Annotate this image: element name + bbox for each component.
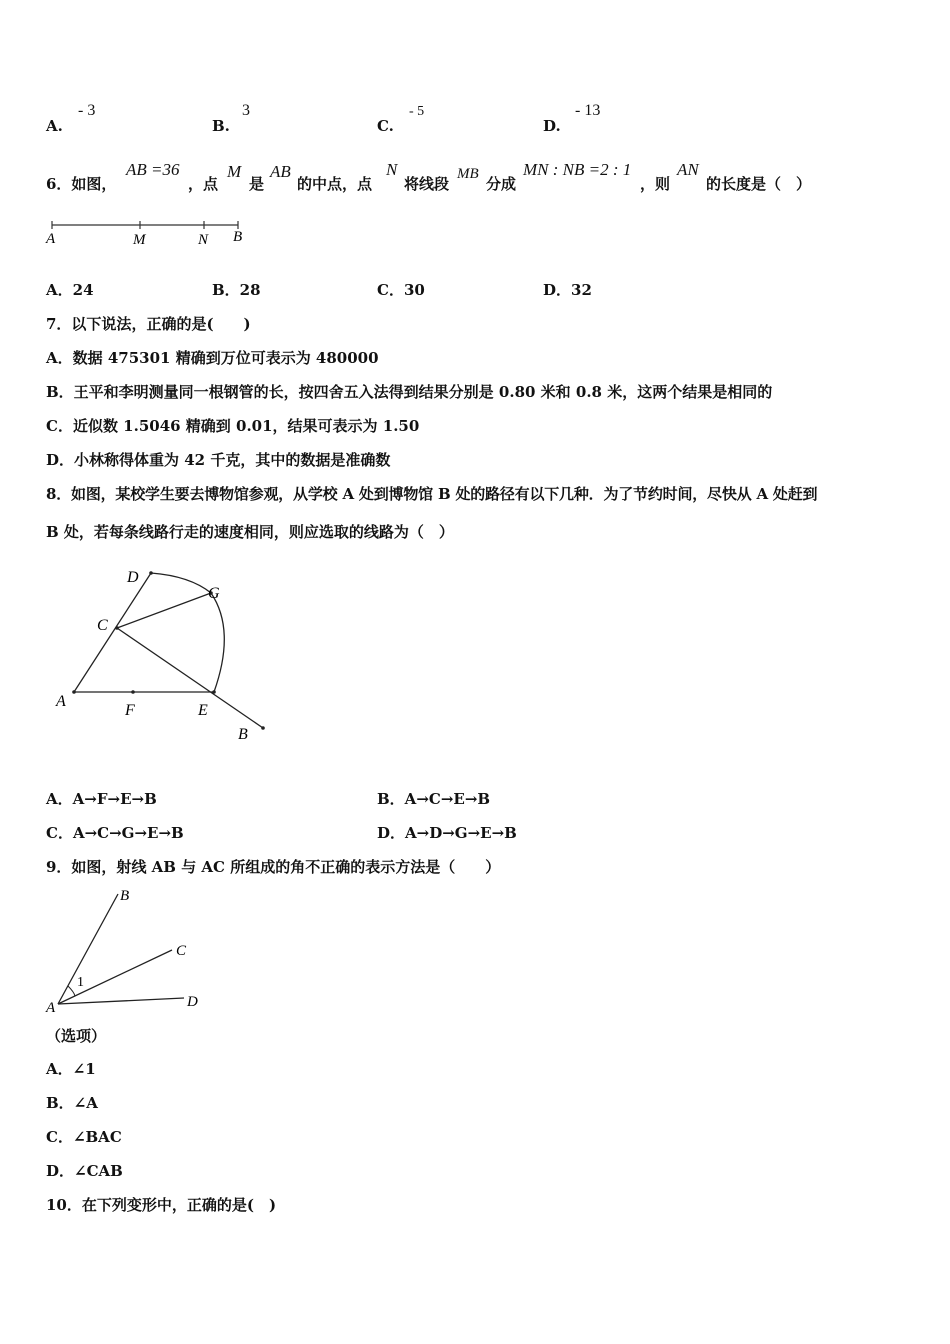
q9-label-angle-1: 1 (77, 975, 84, 990)
q6-math-an: AN (677, 160, 699, 179)
q6-option-c: C．30 (377, 281, 425, 299)
q8-option-a: A．A→F→E→B (46, 790, 157, 808)
q5-option-c-value: - 5 (409, 104, 425, 119)
q6-label-a: A (46, 231, 56, 247)
q8-label-d: D (127, 569, 139, 586)
q6-text-2: 是 (249, 175, 265, 193)
q9-label-d: D (187, 994, 198, 1010)
q6-segment-figure (40, 215, 260, 255)
q8-label-f: F (125, 702, 135, 719)
q8-label-b: B (238, 726, 248, 743)
q6-text-3: 的中点，点 (297, 175, 373, 193)
q8-label-g: G (208, 585, 220, 602)
q7-stem: 7．以下说法，正确的是( ) (46, 315, 251, 333)
q6-math-mb: MB (457, 166, 479, 182)
q8-label-e: E (198, 702, 208, 719)
q6-label-m: M (133, 232, 146, 248)
q9-option-a: A．∠1 (46, 1060, 96, 1078)
q8-label-a: A (56, 693, 66, 710)
q6-text-4: 将线段 (404, 175, 450, 193)
q9-options-note: （选项） (46, 1027, 107, 1045)
q6-math-n: N (386, 160, 398, 179)
q10-stem: 10．在下列变形中，正确的是( ) (46, 1196, 277, 1214)
q9-option-b: B．∠A (46, 1094, 98, 1112)
q5-option-b-value: 3 (242, 102, 250, 119)
q9-option-d: D．∠CAB (46, 1162, 123, 1180)
q9-option-c: C．∠BAC (46, 1128, 122, 1146)
q7-option-c: C．近似数 1.5046 精确到 0.01，结果可表示为 1.50 (46, 417, 420, 435)
q6-math-m: M (227, 162, 242, 181)
q6-math-ab2: AB (270, 162, 291, 181)
q5-option-d-label: D. (543, 117, 561, 135)
q8-option-b: B．A→C→E→B (377, 790, 491, 808)
q6-text-7: 的长度是（ ） (706, 175, 812, 193)
q5-option-a-value: - 3 (78, 102, 96, 119)
q5-option-c-label: C. (377, 117, 394, 135)
q6-text-1: ，点 (188, 175, 219, 193)
q5-option-b-label: B. (212, 117, 230, 135)
q8-route-figure (40, 560, 300, 760)
q7-option-b: B．王平和李明测量同一根钢管的长，按四舍五入法得到结果分别是 0.80 米和 0.8 米，这两个结果是相同的 (46, 383, 773, 401)
q6-text-6: ，则 (640, 175, 671, 193)
q6-math-ab: AB =36 (126, 160, 180, 179)
q6-option-b: B．28 (212, 281, 261, 299)
q6-prefix: 6．如图， (46, 175, 117, 193)
q6-option-d: D．32 (543, 281, 592, 299)
q6-text-5: 分成 (486, 175, 517, 193)
q7-option-a: A．数据 475301 精确到万位可表示为 480000 (46, 349, 379, 367)
q9-angle-figure (40, 882, 220, 1017)
q6-math-ratio: MN : NB =2 : 1 (523, 160, 632, 179)
q5-option-a-label: A. (46, 117, 63, 135)
q6-label-b: B (233, 229, 243, 245)
q7-option-d: D．小林称得体重为 42 千克，其中的数据是准确数 (46, 451, 391, 469)
q8-stem-line2: B 处，若每条线路行走的速度相同，则应选取的线路为（ ） (46, 523, 454, 541)
q5-option-d-value: - 13 (575, 102, 601, 119)
q9-label-c: C (176, 943, 187, 959)
q8-stem-line1: 8．如图，某校学生要去博物馆参观，从学校 A 处到博物馆 B 处的路径有以下几种．为了节约时间，尽快从 A 处赶到 (46, 485, 818, 503)
q6-option-a: A．24 (46, 281, 94, 299)
q8-option-d: D．A→D→G→E→B (377, 824, 517, 842)
q9-label-a: A (46, 1000, 56, 1016)
q8-label-c: C (97, 617, 108, 634)
q9-stem: 9．如图，射线 AB 与 AC 所组成的角不正确的表示方法是（ ） (46, 858, 501, 876)
q8-option-c: C．A→C→G→E→B (46, 824, 184, 842)
q9-label-b: B (120, 888, 130, 904)
q6-label-n: N (198, 232, 209, 248)
